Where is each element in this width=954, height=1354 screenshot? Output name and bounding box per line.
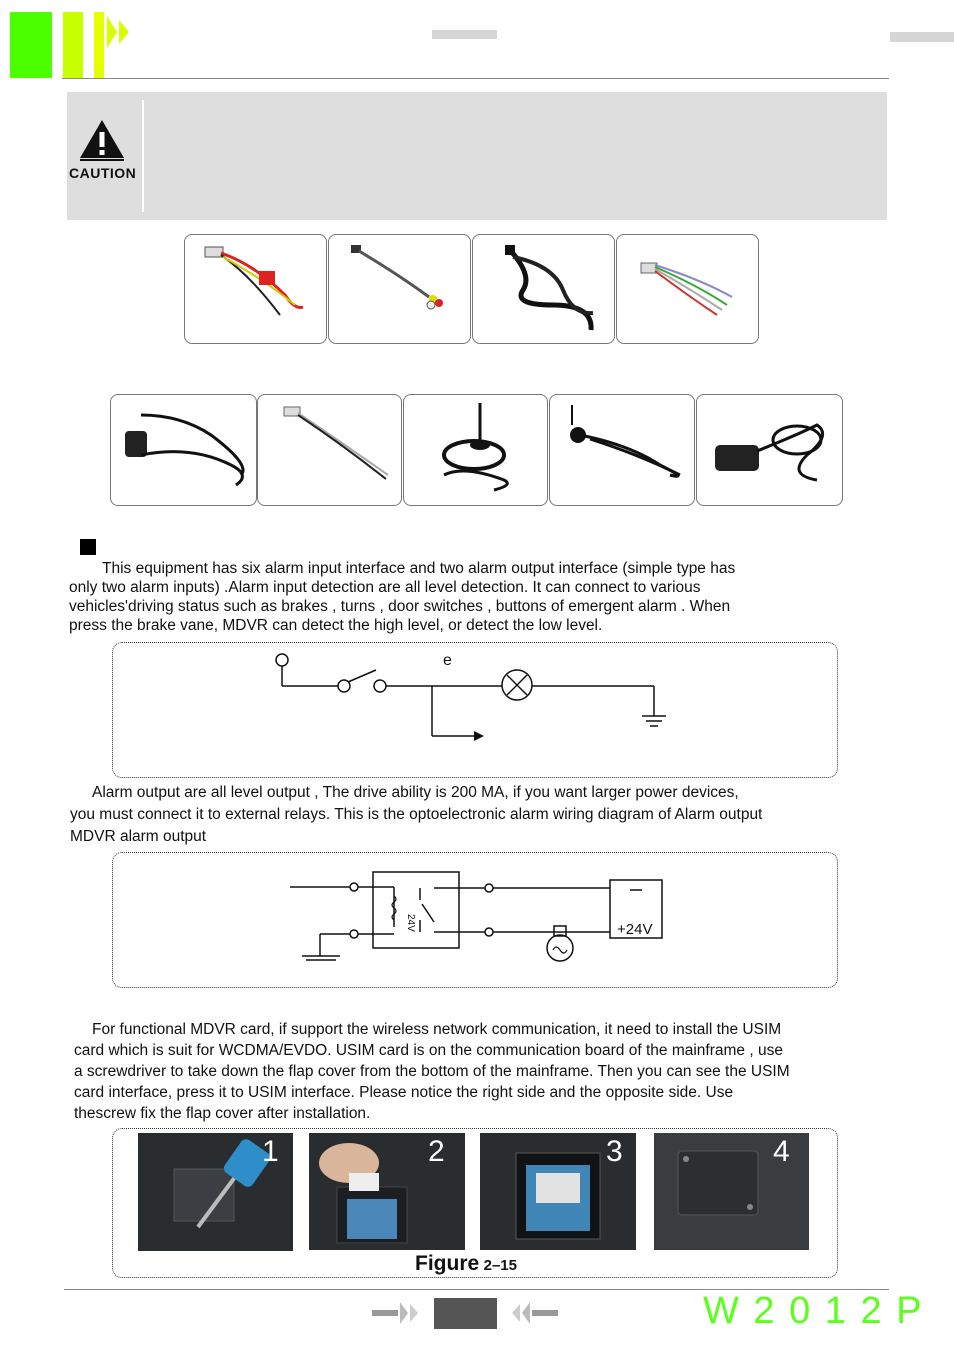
header-gray-tab-right (890, 32, 954, 42)
usim-step-3-photo (480, 1133, 636, 1250)
figure-caption-word: Figure (415, 1252, 480, 1275)
accessory-power-cable-image (184, 234, 327, 344)
page-number-block (434, 1298, 497, 1329)
caution-label: CAUTION (69, 165, 137, 181)
usim-step-1-number: 1 (262, 1135, 279, 1168)
alarm-paragraph-line-1: This equipment has six alarm input interface and two alarm output interface (simple type has (102, 560, 736, 577)
usim-paragraph-line-4: card interface, press it to USIM interface. Please notice the right side and the opposite side. Use (74, 1084, 734, 1101)
accessory-gps-antenna-image (696, 394, 843, 506)
supply-voltage-label: +24V (617, 921, 653, 938)
header-gray-tab (432, 30, 497, 39)
usim-step-2-photo (309, 1133, 465, 1250)
usim-paragraph-line-1: For functional MDVR card, if support the wireless network communication, it need to install the USIM (92, 1021, 782, 1038)
relay-voltage-label: 24V (405, 914, 416, 932)
caution-box (67, 92, 887, 220)
alarm-paragraph-line-2: only two alarm inputs) .Alarm input detection are all level detection. It can connect to various (69, 579, 701, 596)
accessory-3g-antenna-image (403, 394, 548, 506)
header-arrows-icon (107, 16, 133, 48)
usim-paragraph-line-3: a screwdriver to take down the flap cover from the bottom of the mainframe. Then you can see the USIM (74, 1063, 790, 1080)
usim-paragraph-line-2: card which is suit for WCDMA/EVDO. USIM card is on the communication board of the mainframe , use (74, 1042, 783, 1059)
section-bullet (80, 539, 96, 555)
figure-caption-number: 2–15 (483, 1257, 517, 1274)
alarm-input-wiring-diagram (112, 642, 838, 778)
alarm-output-line-1: Alarm output are all level output , The drive ability is 200 MA, if you want larger power devices, (92, 784, 739, 801)
usim-step-2-number: 2 (428, 1135, 445, 1168)
next-page-arrow-icon[interactable] (508, 1302, 558, 1324)
usim-step-4-number: 4 (773, 1135, 790, 1168)
header-yellow-bar-thin (94, 12, 104, 78)
alarm-paragraph-line-4: press the brake vane, MDVR can detect the high level, or detect the low level. (69, 617, 603, 634)
usim-step-3-number: 3 (606, 1135, 623, 1168)
alarm-output-line-3: MDVR alarm output (70, 828, 207, 845)
header-rule (62, 78, 889, 79)
prev-page-arrow-icon[interactable] (372, 1302, 422, 1324)
accessory-io-harness-image (616, 234, 759, 344)
alarm-paragraph-line-3: vehicles'driving status such as brakes , turns , door switches , buttons of emergent alarm . When (69, 598, 731, 615)
accessory-aviation-cable-image (472, 234, 615, 344)
usim-step-1-photo (138, 1133, 293, 1251)
accessory-av-cable-image (328, 234, 471, 344)
header-green-block (10, 12, 52, 78)
caution-divider (142, 100, 144, 212)
accessory-extension-cable-image (257, 394, 402, 506)
accessory-camera-cable-image (110, 394, 257, 506)
alarm-output-line-2: you must connect it to external relays. This is the optoelectronic alarm wiring diagram of Alarm output (70, 806, 763, 823)
usim-step-4-photo (654, 1133, 809, 1250)
accessory-wifi-antenna-image (549, 394, 695, 506)
figure-caption (415, 1252, 517, 1276)
footer-model-name: W 2 0 1 2 P (703, 1290, 924, 1332)
alarm-output-wiring-diagram (112, 852, 838, 988)
alarm-input-diagram-label: e (443, 652, 452, 669)
usim-paragraph-line-5: thescrew fix the flap cover after installation. (74, 1105, 371, 1122)
warning-triangle-icon (78, 118, 126, 162)
header-yellow-bar (63, 12, 83, 78)
